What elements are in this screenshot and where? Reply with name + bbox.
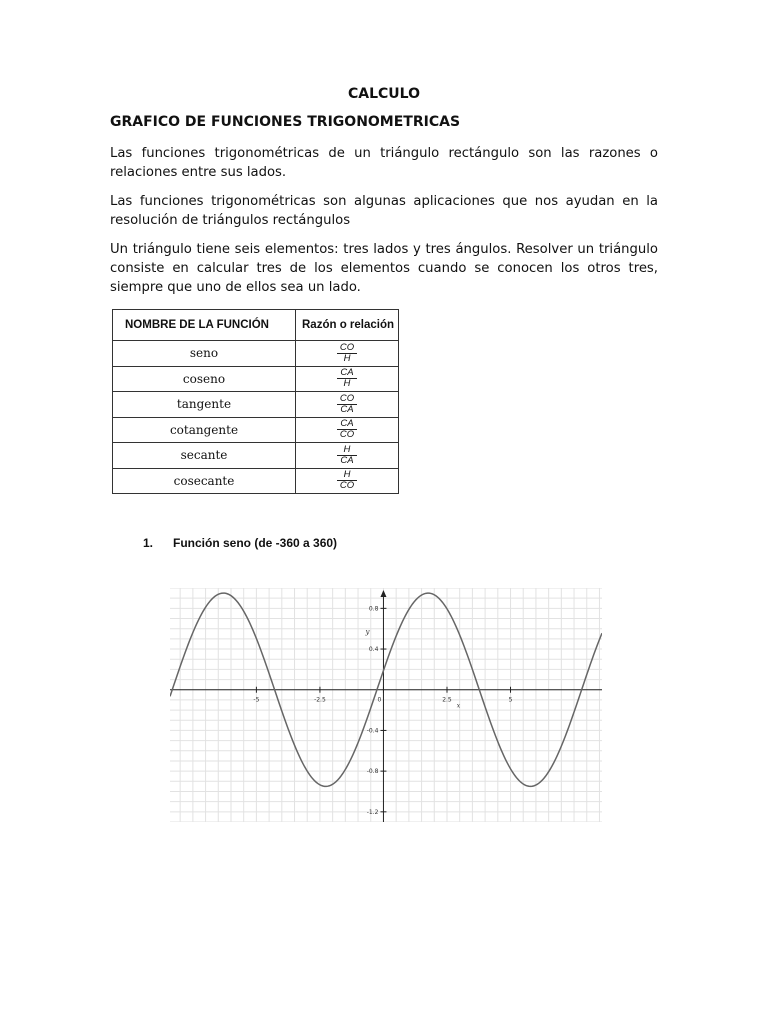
document-subtitle: GRAFICO DE FUNCIONES TRIGONOMETRICAS (110, 114, 461, 130)
function-ratio (296, 341, 399, 367)
fraction-numerator: CA (337, 419, 357, 430)
table-row (113, 341, 399, 367)
y-tick-label: -1.2 (366, 808, 379, 816)
x-tick-label: 0 (377, 696, 382, 704)
fraction-numerator: CO (337, 394, 357, 405)
fraction (337, 343, 357, 364)
fraction-denominator: H (343, 378, 351, 390)
x-axis-label: x (456, 702, 461, 710)
function-ratio (296, 392, 399, 418)
y-tick-label: -0.4 (366, 727, 379, 735)
fraction-denominator: CO (339, 429, 355, 441)
sine-chart (170, 588, 602, 822)
function-ratio (296, 366, 399, 392)
x-tick-label: 2.5 (442, 696, 452, 704)
function-ratio (296, 443, 399, 469)
document-title: CALCULO (348, 86, 420, 102)
table-row (113, 468, 399, 494)
fraction-numerator: H (337, 470, 357, 481)
function-ratio (296, 468, 399, 494)
fraction-denominator: CA (340, 454, 354, 466)
header-ratio: Razón o relación (296, 310, 399, 341)
table-row (113, 392, 399, 418)
trig-functions-table (112, 309, 399, 494)
fraction (337, 445, 356, 466)
fraction-numerator: CO (337, 343, 357, 354)
function-name: cotangente (113, 417, 296, 443)
fraction-denominator: CA (340, 403, 354, 415)
paragraph-3: Un triángulo tiene seis elementos: tres lados y tres ángulos. Resolver un triángulo consiste en calcular tres de los elementos cuando se conocen los otros tres, siempre que uno de ellos sea un lado. (110, 242, 658, 295)
table-row (113, 443, 399, 469)
x-tick-label: -2.5 (314, 696, 326, 704)
function-name: tangente (113, 392, 296, 418)
fraction-numerator: CA (337, 368, 356, 379)
y-tick-label: -0.8 (366, 768, 379, 776)
fraction (337, 470, 357, 491)
fraction-numerator: H (337, 445, 356, 456)
y-tick-label: 0.8 (368, 605, 379, 613)
function-ratio (296, 417, 399, 443)
y-axis-label: y (365, 627, 370, 636)
figure-heading (143, 536, 337, 550)
fraction (337, 394, 357, 415)
fraction (337, 419, 357, 440)
function-name: coseno (113, 366, 296, 392)
function-name: cosecante (113, 468, 296, 494)
y-tick-label: 0.4 (368, 646, 379, 654)
table-row (113, 366, 399, 392)
x-tick-label: 5 (508, 696, 513, 704)
fraction (337, 368, 356, 389)
figure-title: Función seno (de -360 a 360) (173, 536, 338, 550)
paragraph-2: Las funciones trigonométricas son algunas aplicaciones que nos ayudan en la resolución de triángulos rectángulos (110, 194, 658, 228)
y-axis-arrow (380, 590, 386, 597)
x-tick-label: -5 (253, 696, 260, 704)
fraction-denominator: H (343, 352, 351, 364)
figure-number: 1. (143, 536, 154, 550)
table-header-row (113, 310, 399, 341)
fraction-denominator: CO (339, 480, 355, 492)
table-row (113, 417, 399, 443)
function-name: seno (113, 341, 296, 367)
function-name: secante (113, 443, 296, 469)
paragraph-1: Las funciones trigonométricas de un triángulo rectángulo son las razones o relaciones entre sus lados. (110, 146, 658, 180)
header-function-name: NOMBRE DE LA FUNCIÓN (113, 310, 296, 341)
